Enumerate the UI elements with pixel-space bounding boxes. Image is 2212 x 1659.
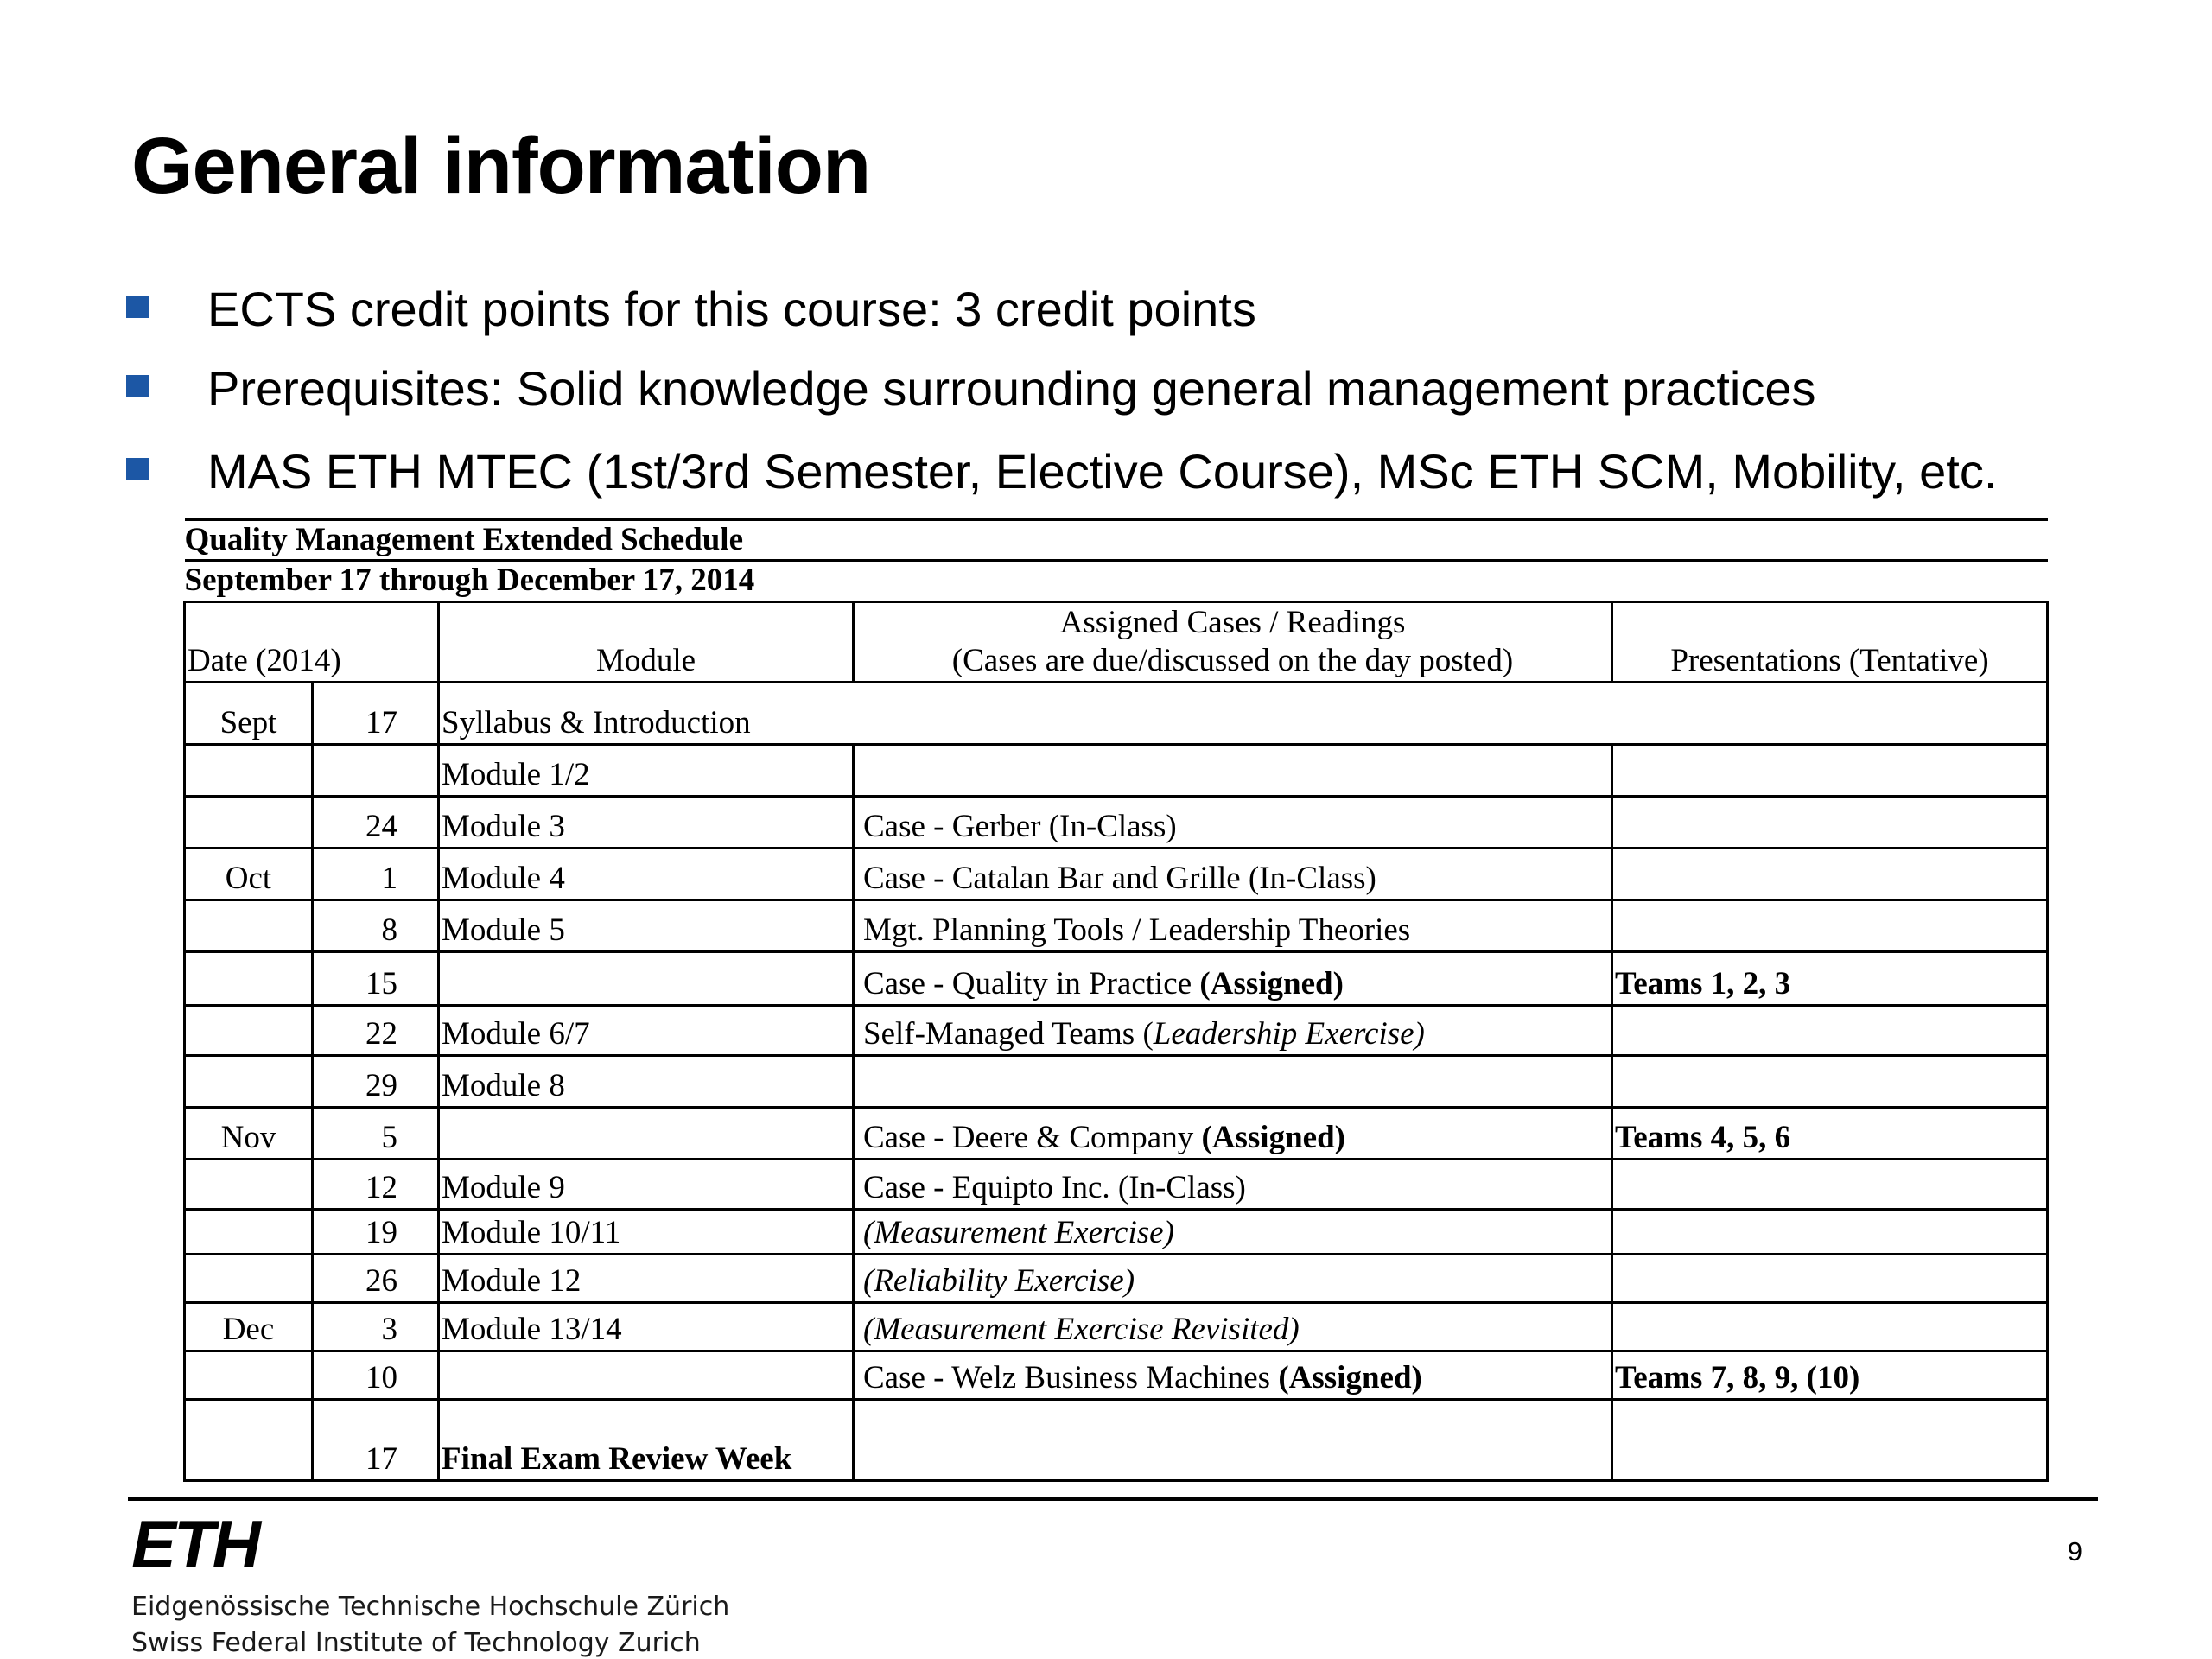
- header-readings: [854, 601, 1612, 682]
- table-row: [185, 1209, 2048, 1254]
- cell-day: 3: [313, 1302, 439, 1351]
- case-text: Mgt. Planning Tools / Leadership Theories: [863, 912, 1411, 949]
- cell-presentation: [1612, 796, 2048, 848]
- header-presentations: Presentations (Tentative): [1612, 601, 2048, 682]
- table-row: [185, 1055, 2048, 1107]
- cell-module: [439, 1351, 854, 1399]
- cell-month: [185, 1399, 313, 1480]
- case-text: Case - Equipto Inc. (In-Class): [863, 1170, 1246, 1206]
- cell-case: [854, 1005, 1612, 1055]
- cell-module: Module 13/14: [439, 1302, 854, 1351]
- header-module: Module: [439, 601, 854, 682]
- cell-case: [854, 951, 1612, 1005]
- cell-presentation: [1612, 1055, 2048, 1107]
- cell-month: Sept: [185, 682, 313, 744]
- cell-month: [185, 899, 313, 951]
- cell-module: Module 10/11: [439, 1209, 854, 1254]
- cell-case: [854, 848, 1612, 899]
- table-row: [185, 1107, 2048, 1159]
- table-row: [185, 899, 2048, 951]
- cell-case: [854, 1159, 1612, 1209]
- cell-day: 15: [313, 951, 439, 1005]
- table-row: [185, 1351, 2048, 1399]
- cell-module: Module 6/7: [439, 1005, 854, 1055]
- table-title-row: [185, 520, 2048, 561]
- case-text: Case - Deere & Company: [863, 1120, 1202, 1156]
- cell-day: 24: [313, 796, 439, 848]
- case-text: (Measurement Exercise): [863, 1215, 1174, 1251]
- table-subtitle-row: [185, 561, 2048, 601]
- table-row: [185, 1399, 2048, 1480]
- table-row: [185, 1254, 2048, 1302]
- cell-presentation: [1612, 682, 2048, 744]
- cell-month: [185, 1055, 313, 1107]
- cell-month: Oct: [185, 848, 313, 899]
- cell-day: [313, 744, 439, 796]
- page-number: 9: [2067, 1536, 2082, 1567]
- slide-title: General information: [131, 122, 871, 210]
- square-bullet-icon: [126, 296, 149, 318]
- table-row: [185, 848, 2048, 899]
- cell-month: Dec: [185, 1302, 313, 1351]
- case-suffix: (Assigned): [1199, 966, 1344, 1002]
- cell-day: 10: [313, 1351, 439, 1399]
- cell-presentation: [1612, 1254, 2048, 1302]
- cell-presentation: [1612, 899, 2048, 951]
- cell-day: 1: [313, 848, 439, 899]
- table-row: [185, 1159, 2048, 1209]
- cell-day: 12: [313, 1159, 439, 1209]
- cell-day: 17: [313, 682, 439, 744]
- cell-module: Final Exam Review Week: [439, 1399, 854, 1480]
- cell-case: [854, 1302, 1612, 1351]
- schedule-rows: [185, 682, 2048, 1480]
- cell-presentation: [1612, 848, 2048, 899]
- footer-institution-de: Eidgenössische Technische Hochschule Zürich: [131, 1592, 730, 1622]
- cell-presentation: [1612, 1005, 2048, 1055]
- cell-module: Module 1/2: [439, 744, 854, 796]
- case-suffix: (Assigned): [1201, 1120, 1345, 1156]
- cell-day: 5: [313, 1107, 439, 1159]
- table-subtitle: September 17 through December 17, 2014: [185, 561, 2048, 601]
- cell-case: [854, 1055, 1612, 1107]
- cell-day: 17: [313, 1399, 439, 1480]
- cell-month: [185, 1351, 313, 1399]
- bullet-item: [126, 432, 2113, 512]
- case-text: Case - Gerber (In-Class): [863, 809, 1177, 845]
- cell-month: [185, 1209, 313, 1254]
- cell-module: Module 4: [439, 848, 854, 899]
- header-readings-line1: Assigned Cases / Readings: [1059, 605, 1406, 640]
- cell-presentation: [1612, 1399, 2048, 1480]
- table-title: Quality Management Extended Schedule: [185, 520, 2048, 561]
- cell-presentation: Teams 1, 2, 3: [1612, 951, 2048, 1005]
- square-bullet-icon: [126, 458, 149, 480]
- bullet-text: ECTS credit points for this course: 3 credit points: [207, 282, 1256, 336]
- bullet-text: MAS ETH MTEC (1st/3rd Semester, Elective Course), MSc ETH SCM, Mobility, etc.: [207, 444, 1998, 499]
- cell-month: Nov: [185, 1107, 313, 1159]
- case-text: Case - Quality in Practice: [863, 966, 1200, 1002]
- cell-module: Syllabus & Introduction: [439, 682, 854, 744]
- header-readings-line2: (Cases are due/discussed on the day posted): [951, 643, 1514, 679]
- cell-module: [439, 951, 854, 1005]
- eth-logo: [131, 1514, 304, 1574]
- cell-case: [854, 1107, 1612, 1159]
- cell-presentation: [1612, 1302, 2048, 1351]
- cell-month: [185, 951, 313, 1005]
- table-row: [185, 1302, 2048, 1351]
- case-text: Case - Welz Business Machines: [863, 1360, 1279, 1396]
- case-text: Self-Managed Teams (: [863, 1016, 1154, 1052]
- cell-day: 29: [313, 1055, 439, 1107]
- cell-month: [185, 796, 313, 848]
- table-row: [185, 1005, 2048, 1055]
- cell-presentation: Teams 7, 8, 9, (10): [1612, 1351, 2048, 1399]
- bullet-list: [126, 270, 2113, 512]
- cell-day: 26: [313, 1254, 439, 1302]
- cell-case: [854, 744, 1612, 796]
- cell-month: [185, 1159, 313, 1209]
- eth-logo-text: ETH: [131, 1514, 258, 1574]
- cell-presentation: Teams 4, 5, 6: [1612, 1107, 2048, 1159]
- case-suffix: Leadership Exercise): [1153, 1016, 1425, 1052]
- cell-module: Module 5: [439, 899, 854, 951]
- cell-month: [185, 744, 313, 796]
- case-suffix: (Assigned): [1278, 1360, 1422, 1396]
- footer-institution-en: Swiss Federal Institute of Technology Zurich: [131, 1628, 701, 1658]
- table-row: [185, 796, 2048, 848]
- cell-module: Module 3: [439, 796, 854, 848]
- cell-day: 19: [313, 1209, 439, 1254]
- cell-module: [439, 1107, 854, 1159]
- table-row: [185, 744, 2048, 796]
- cell-month: [185, 1254, 313, 1302]
- bullet-item: [126, 270, 2113, 349]
- bullet-text: Prerequisites: Solid knowledge surrounding general management practices: [207, 361, 1816, 416]
- header-date: Date (2014): [185, 601, 439, 682]
- cell-case: [854, 1209, 1612, 1254]
- cell-case: [854, 1351, 1612, 1399]
- cell-module: Module 9: [439, 1159, 854, 1209]
- case-text: (Measurement Exercise Revisited): [863, 1312, 1300, 1348]
- cell-month: [185, 1005, 313, 1055]
- schedule-table: [183, 518, 2049, 1482]
- cell-case: [854, 1399, 1612, 1480]
- table-row: [185, 682, 2048, 744]
- cell-case: [854, 796, 1612, 848]
- cell-module: Module 8: [439, 1055, 854, 1107]
- bullet-item: [126, 349, 2113, 429]
- column-header-row: [185, 601, 2048, 682]
- cell-presentation: [1612, 744, 2048, 796]
- cell-case: [854, 899, 1612, 951]
- cell-module: Module 12: [439, 1254, 854, 1302]
- cell-presentation: [1612, 1209, 2048, 1254]
- cell-day: 8: [313, 899, 439, 951]
- case-text: Case - Catalan Bar and Grille (In-Class): [863, 861, 1376, 897]
- square-bullet-icon: [126, 375, 149, 397]
- cell-day: 22: [313, 1005, 439, 1055]
- case-text: (Reliability Exercise): [863, 1263, 1135, 1300]
- cell-presentation: [1612, 1159, 2048, 1209]
- table-row: [185, 951, 2048, 1005]
- footer-divider: [128, 1497, 2098, 1501]
- cell-case: [854, 682, 1612, 744]
- cell-case: [854, 1254, 1612, 1302]
